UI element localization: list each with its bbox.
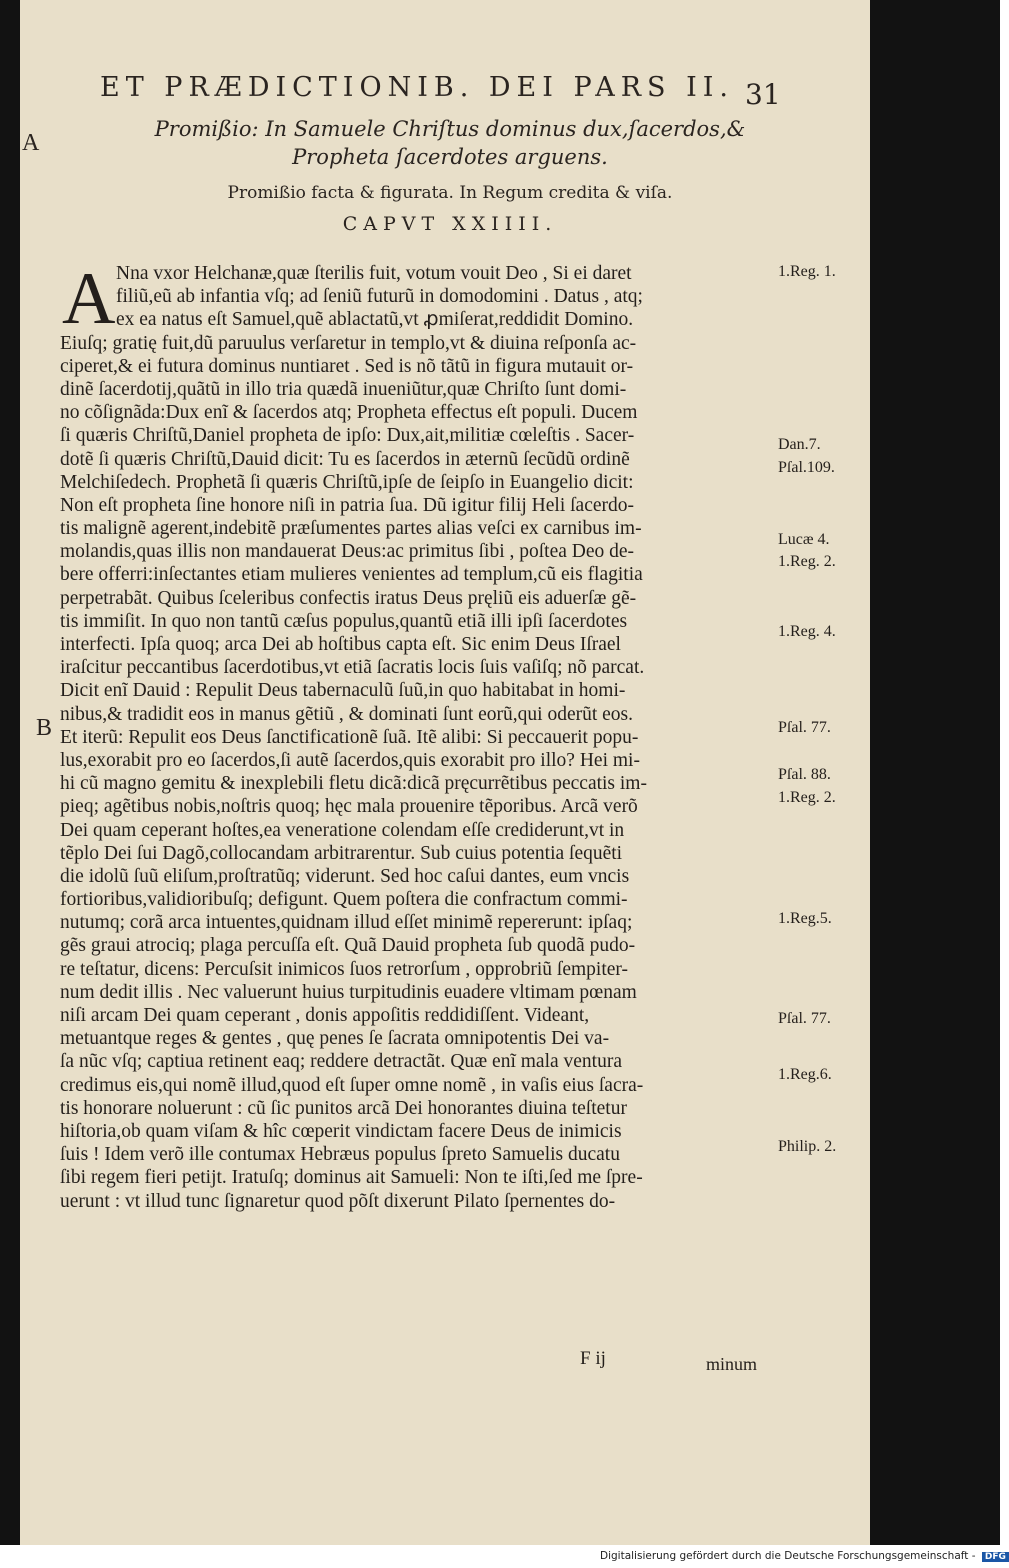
text-line: num dedit illis . Nec valuerunt huius turpitudinis euadere vltimam pœnam <box>60 981 637 1003</box>
text-line: tis immiſit. In quo non tantũ cæſus populus,quantũ etiã illi ipſi ſacerdotes <box>60 610 628 632</box>
text-line: Nna vxor Helchanæ,quæ ſterilis fuit, votum vouit Deo , Si ei daret <box>116 263 632 284</box>
text-line: hiſtoria,ob quam viſam & hîc cœperit vindictam facere Deus de inimicis <box>60 1120 622 1142</box>
signature-mark: F ij <box>580 1348 606 1369</box>
chapter-heading: CAPVT XXIIII. <box>342 213 558 235</box>
text-line: gẽs graui atrociq; plaga percuſſa eſt. Quã Dauid propheta ſub quodã pudo- <box>60 935 636 957</box>
text-line: perpetrabãt. Quibus ſceleribus confectis iratus Deus pręliũ eis aduerſæ gẽ- <box>60 587 637 609</box>
text-line: pieq; agẽtibus nobis,noſtris quoq; hęc mala prouenire tẽporibus. Arcã verõ <box>60 796 638 818</box>
margin-ref: 1.Reg. 2. <box>778 789 836 806</box>
text-line: ſuis ! Idem verõ ille contumax Hebræus populus ſpreto Samuelis ducatu <box>60 1144 620 1166</box>
margin-ref: Pſal.109. <box>778 459 835 476</box>
margin-ref: 1.Reg. 4. <box>778 623 836 640</box>
margin-ref: Pſal. 77. <box>778 719 831 736</box>
catchword: minum <box>706 1354 758 1374</box>
text-line: fortioribus,validioribuſq; defigunt. Quem poſtera die confractum commi- <box>60 889 628 911</box>
decorated-initial: A <box>62 258 116 340</box>
text-line: Dei quam ceperant hoſtes,ea veneratione colendam eſſe crediderunt,vt in <box>60 819 625 841</box>
text-line: tẽplo Dei ſui Dagõ,collocandam arbitrarentur. Sub cuius potentia ſequẽti <box>60 842 623 864</box>
margin-ref: Dan.7. <box>778 436 821 453</box>
margin-ref: 1.Reg.6. <box>778 1066 832 1083</box>
credit-text: Digitalisierung gefördert durch die Deutsche Forschungsgemeinschaft - <box>600 1550 976 1562</box>
text-line: Melchiſedech. Prophetã ſi quæris Chriſtũ,ipſe de ſeipſo in Euangelio dicit: <box>60 471 634 493</box>
text-line: re teſtatur, dicens: Percuſsit inimicos ſuos retrorſum , opprobriũ ſempiter- <box>60 958 628 980</box>
promise-line-2: Propheta ſacerdotes arguens. <box>292 145 608 169</box>
text-line: iraſcitur peccantibus ſacerdotibus,vt etiã ſacratis locis ſuis vaſiſq; nõ parcat. <box>60 657 645 679</box>
subheading: Promißio facta & figurata. In Regum credita & viſa. <box>227 183 673 203</box>
text-line: ſi quæris Chriſtũ,Daniel propheta de ipſo: Dux,ait,militiæ cœleſtis . Sacer- <box>60 425 635 447</box>
text-line: ſibi regem fieri petijt. Iratuſq; dominus ait Samueli: Non te iſti,ſed me ſpre- <box>60 1167 643 1189</box>
margin-ref: Pſal. 88. <box>778 766 831 783</box>
dfg-logo-icon: DFG <box>982 1552 1009 1562</box>
text-line: niſi arcam Dei quam ceperant , donis appoſitis reddidiſſent. Videant, <box>60 1005 590 1026</box>
margin-ref: Lucæ 4. <box>778 531 830 548</box>
text-line: credimus eis,qui nomẽ illud,quod eſt ſuper omne nomẽ , in vaſis eius ſacra- <box>60 1074 644 1096</box>
body-text <box>60 258 772 1213</box>
text-line: uerunt : vt illud tunc ſignaretur quod põſt dixerunt Pilato ſpernentes do- <box>60 1190 616 1212</box>
text-line: tis malignẽ agerent,indebitẽ præſumentes partes alias veſci ex carnibus im- <box>60 518 642 540</box>
text-line: Et iterũ: Repulit eos Deus ſanctificationẽ ſuã. Itẽ alibi: Si peccauerit popu- <box>60 726 639 748</box>
margin-ref: Philip. 2. <box>778 1138 837 1155</box>
text-line: die idolũ ſuũ eliſum,proſtratũq; viderunt. Sed hoc caſui dantes, eum vncis <box>60 865 630 887</box>
text-line: nutumq; corã arca intuentes,quidnam illud eſſet minimẽ repererunt: ipſaq; <box>60 912 633 934</box>
margin-ref: Pſal. 77. <box>778 1010 831 1027</box>
section-mark-b: B <box>36 715 53 741</box>
text-line: ſa nũc vſq; captiua retinent eaq; reddere detractãt. Quæ enĩ mala ventura <box>60 1051 622 1073</box>
text-line: Dicit enĩ Dauid : Repulit Deus tabernaculũ ſuũ,in quo habitabat in homi- <box>60 680 626 702</box>
text-line: filiũ,eũ ab infantia vſq; ad ſeniũ futurũ in domodomini . Datus , atq; <box>116 286 643 308</box>
text-line: bere offerri:inſectantes etiam mulieres venientes ad templum,cũ eis flagitia <box>60 564 643 586</box>
running-title: ET PRÆDICTIONIB. DEI PARS II. <box>100 72 735 103</box>
text-line: Eiuſq; gratię fuit,dũ paruulus verſaretur in templo,vt & diuina reſponſa ac- <box>60 332 637 354</box>
text-line: metuantque reges & gentes , quę penes ſe ſacrata omnipotentis Dei va- <box>60 1028 610 1050</box>
text-line: nibus,& tradidit eos in manus gẽtiũ , & dominati ſunt eorũ,qui oderũt eos. <box>60 703 634 725</box>
margin-ref: 1.Reg. 1. <box>778 263 836 280</box>
text-line: tis honorare noluerunt : cũ ſic punitos arcã Dei honorantes diuina teſtetur <box>60 1097 627 1119</box>
text-line: interfecti. Ipſa quoq; arca Dei ab hoſtibus capta eſt. Sic enim Deus Iſrael <box>60 634 621 655</box>
promise-line-1: Promißio: In Samuele Chriſtus dominus dux,ſacerdos,& <box>154 117 746 141</box>
margin-ref: 1.Reg.5. <box>778 910 832 927</box>
text-line: dotẽ ſi quæris Chriſtũ,Dauid dicit: Tu es ſacerdos in æternũ ſecũdũ ordinẽ <box>60 448 630 470</box>
text-line: hi cũ magno gemitu & inexplebili fletu dicã:dicã pręcurrẽtibus peccatis im- <box>60 773 647 795</box>
text-line: lus,exorabit pro eo ſacerdos,ſi autẽ ſacerdos,quis exorabit pro illo? Hei mi- <box>60 749 640 771</box>
text-line: molandis,quas illis non mandauerat Deus:ac primitus ſibi , poſtea Deo de- <box>60 541 635 563</box>
text-line: ex ea natus eſt Samuel,quẽ ablactatũ,vt ꝓmiſerat,reddidit Domino. <box>116 309 634 331</box>
text-line: no cõſignãda:Dux enĩ & ſacerdos atq; Propheta effectus eſt populi. Ducem <box>60 402 638 424</box>
text-line: ciperet,& ei futura dominus nuntiaret . Sed is nõ tãtũ in figura mutauit or- <box>60 355 634 377</box>
section-mark-a: A <box>22 130 40 156</box>
digitization-credit <box>600 1550 1009 1562</box>
margin-ref: 1.Reg. 2. <box>778 553 836 570</box>
text-line: Non eſt propheta ſine honore niſi in patria ſua. Dũ igitur filij Heli ſacerdo- <box>60 494 635 516</box>
text-line: dinẽ ſacerdotij,quãtũ in illo tria quædã inueniũtur,quæ Chriſto ſunt domi- <box>60 378 627 400</box>
page-number: 31 <box>745 78 781 111</box>
